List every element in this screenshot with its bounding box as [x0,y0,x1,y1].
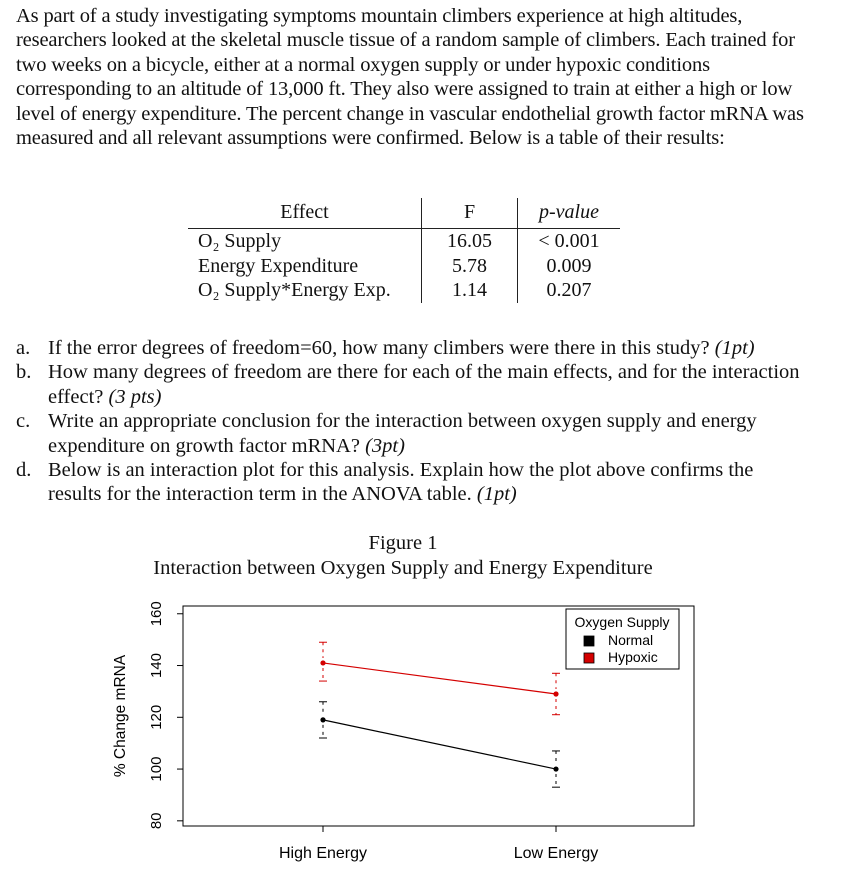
y-tick-label: 160 [148,601,165,627]
row-f: 5.78 [422,254,518,279]
legend-title: Oxygen Supply [574,614,670,630]
row-effect: O₂ Supply [198,230,282,252]
data-point [553,691,558,696]
y-tick-label: 100 [148,756,165,782]
question-list [16,336,806,507]
table-header-row [188,198,620,229]
y-tick-label: 140 [148,653,165,679]
legend-label: Hypoxic [608,649,658,665]
data-point [320,717,325,722]
row-p-value: 0.207 [546,279,592,301]
figure-number: Figure 1 [368,532,438,554]
table-row [188,254,620,279]
x-tick-label: High Energy [278,845,368,862]
intro-text: As part of a study investigating symptoms mountain climbers experience at high altitudes, researchers looked at the skeletal muscle tissue of a random sample of climbers. Each trained for two weeks on a bicycle, either at a normal oxygen supply or under hypoxic conditions corresponding to an altitude of 13,000 ft. They also were assigned to train at either a high or low level of energy expenditure. The percent change in vascular endothelial growth factor mRNA was measured and all relevant assumptions were confirmed. Below is a table of their results: [16,5,804,150]
question-text: Below is an interaction plot for this analysis. Explain how the plot above confirms the results for the interaction term in the ANOVA table. [48,459,754,506]
row-p-value: 0.009 [546,254,592,277]
header-f: F [422,198,518,229]
question-item [16,336,806,360]
interaction-plot [0,590,862,890]
question-points: (1pt) [714,337,755,359]
data-point [553,766,558,771]
question-text: Write an appropriate conclusion for the interaction between oxygen supply and energy expenditure on growth factor mRNA? [48,410,757,457]
header-effect: Effect [188,198,422,229]
question-marker: b. [16,361,32,384]
row-effect: Energy Expenditure [198,254,359,277]
question-item [16,360,806,409]
legend-swatch [584,636,594,646]
legend-label: Normal [608,632,654,648]
series-line [323,720,556,769]
y-tick-label: 120 [148,704,165,730]
question-points: (3pt) [365,434,405,457]
intro-paragraph [16,4,816,150]
question-item [16,409,806,458]
question-marker: d. [16,459,32,482]
question-marker: a. [16,337,31,359]
row-effect: O₂ Supply*Energy Exp. [198,279,391,301]
table-row [188,229,620,254]
x-tick-label: Low Energy [513,845,599,862]
data-point [320,660,325,665]
y-tick-label: 80 [148,812,165,830]
question-points: (1pt) [476,483,517,506]
question-text: How many degrees of freedom are there for each of the main effects, and for the interaction effect? [48,361,800,408]
legend-swatch [584,653,594,663]
row-f: 16.05 [422,229,518,254]
series-line [323,663,556,694]
question-item [16,458,806,507]
question-marker: c. [16,410,31,433]
header-p-value: p-value [518,198,621,229]
question-text: If the error degrees of freedom=60, how many climbers were there in this study? [48,337,710,359]
table-row [188,278,620,303]
question-points: (3 pts) [108,385,162,408]
figure-caption: Interaction between Oxygen Supply and Energy Expenditure [153,557,653,579]
row-p-value: < 0.001 [538,230,600,252]
anova-table [188,198,620,303]
row-f: 1.14 [422,278,518,303]
y-axis-label: % Change mRNA [112,654,129,778]
